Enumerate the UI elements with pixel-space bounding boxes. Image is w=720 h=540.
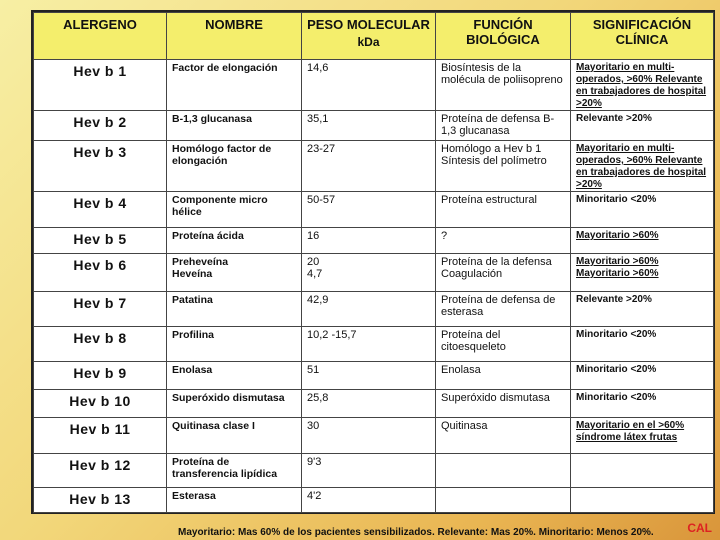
function-cell: Proteína estructural xyxy=(436,192,571,228)
header-function: FUNCIÓN BIOLÓGICA xyxy=(436,13,571,60)
function-line-2: Síntesis del polímetro xyxy=(441,155,547,167)
table-row xyxy=(34,254,714,292)
significance-text: Minoritario <20% xyxy=(576,392,657,403)
weight-cell: 42,9 xyxy=(302,292,436,327)
table-row xyxy=(34,488,714,513)
weight-cell: 14,6 xyxy=(302,60,436,111)
allergen-table xyxy=(33,12,714,513)
allergen-cell: Hev b 5 xyxy=(34,228,167,254)
significance-text: Mayoritario en multi-operados, >60% Relevante en trabajadores de hospital >20% xyxy=(576,143,707,190)
significance-line-2: síndrome látex frutas xyxy=(576,432,678,443)
name-cell: Proteína ácida xyxy=(167,228,302,254)
weight-cell: 16 xyxy=(302,228,436,254)
table-row xyxy=(34,111,714,141)
significance-text: Mayoritario en multi-operados, >60% Relevante en trabajadores de hospital >20% xyxy=(576,62,707,109)
weight-cell: 23-27 xyxy=(302,141,436,192)
weight-cell xyxy=(302,254,436,292)
weight-cell: 30 xyxy=(302,418,436,454)
name-cell: Profilina xyxy=(167,327,302,362)
table-row xyxy=(34,454,714,488)
function-line-2: Coagulación xyxy=(441,268,503,280)
weight-cell: 25,8 xyxy=(302,390,436,418)
name-cell: Patatina xyxy=(167,292,302,327)
weight-cell: 51 xyxy=(302,362,436,390)
significance-text: Relevante >20% xyxy=(576,294,652,305)
significance-cell xyxy=(571,192,714,228)
significance-line-1: Mayoritario en el >60% xyxy=(576,420,685,431)
allergen-cell: Hev b 1 xyxy=(34,60,167,111)
function-cell xyxy=(436,454,571,488)
function-cell: Enolasa xyxy=(436,362,571,390)
significance-text: Minoritario <20% xyxy=(576,194,657,205)
table-row xyxy=(34,60,714,111)
table-row xyxy=(34,228,714,254)
significance-cell xyxy=(571,327,714,362)
significance-line-1: Mayoritario >60% xyxy=(576,256,659,267)
function-cell: Proteína de defensa B-1,3 glucanasa xyxy=(436,111,571,141)
name-cell: Factor de elongación xyxy=(167,60,302,111)
significance-text: Mayoritario >60% xyxy=(576,230,659,241)
allergen-cell: Hev b 8 xyxy=(34,327,167,362)
allergen-cell: Hev b 2 xyxy=(34,111,167,141)
function-cell: Biosíntesis de la molécula de poliisopreno xyxy=(436,60,571,111)
allergen-table-container xyxy=(31,10,715,514)
weight-cell: 4'2 xyxy=(302,488,436,513)
name-cell: Superóxido dismutasa xyxy=(167,390,302,418)
weight-line-1: 20 xyxy=(307,256,320,268)
header-weight-label: PESO MOLECULAR xyxy=(307,17,430,32)
weight-cell: 10,2 -15,7 xyxy=(302,327,436,362)
legend-footnote: Mayoritario: Mas 60% de los pacientes sensibilizados. Relevante: Mas 20%. Minoritario: Menos 20%. xyxy=(178,527,654,538)
header-name: NOMBRE xyxy=(167,13,302,60)
significance-cell xyxy=(571,390,714,418)
table-row xyxy=(34,141,714,192)
header-significance: SIGNIFICACIÓN CLÍNICA xyxy=(571,13,714,60)
allergen-cell: Hev b 9 xyxy=(34,362,167,390)
significance-text: Minoritario <20% xyxy=(576,329,657,340)
name-line-2: Heveína xyxy=(172,268,213,280)
name-cell: Proteína de transferencia lipídica xyxy=(167,454,302,488)
function-cell: Quitinasa xyxy=(436,418,571,454)
table-header-row xyxy=(34,13,714,60)
significance-cell xyxy=(571,488,714,513)
header-weight-unit: kDa xyxy=(357,35,380,49)
weight-cell: 50-57 xyxy=(302,192,436,228)
function-cell: ? xyxy=(436,228,571,254)
table-row xyxy=(34,192,714,228)
allergen-cell: Hev b 3 xyxy=(34,141,167,192)
significance-cell xyxy=(571,141,714,192)
significance-cell xyxy=(571,60,714,111)
name-cell: Componente micro hélice xyxy=(167,192,302,228)
function-line-1: Homólogo a Hev b 1 xyxy=(441,143,542,155)
allergen-cell: Hev b 4 xyxy=(34,192,167,228)
significance-cell xyxy=(571,292,714,327)
significance-cell xyxy=(571,362,714,390)
name-cell: B-1,3 glucanasa xyxy=(167,111,302,141)
function-cell: Proteína del citoesqueleto xyxy=(436,327,571,362)
significance-text: Relevante >20% xyxy=(576,113,652,124)
function-cell xyxy=(436,254,571,292)
header-weight xyxy=(302,13,436,60)
table-row xyxy=(34,390,714,418)
table-row xyxy=(34,362,714,390)
name-cell: Esterasa xyxy=(167,488,302,513)
function-cell: Superóxido dismutasa xyxy=(436,390,571,418)
name-line-1: Preheveína xyxy=(172,256,229,268)
significance-cell xyxy=(571,228,714,254)
allergen-cell: Hev b 13 xyxy=(34,488,167,513)
function-cell: Proteína de defensa de esterasa xyxy=(436,292,571,327)
function-line-1: Proteína de la defensa xyxy=(441,256,552,268)
name-cell: Quitinasa clase I xyxy=(167,418,302,454)
table-row xyxy=(34,327,714,362)
allergen-cell: Hev b 12 xyxy=(34,454,167,488)
name-cell: Enolasa xyxy=(167,362,302,390)
weight-cell: 9'3 xyxy=(302,454,436,488)
allergen-cell: Hev b 6 xyxy=(34,254,167,292)
significance-text: Minoritario <20% xyxy=(576,364,657,375)
table-row xyxy=(34,418,714,454)
function-cell xyxy=(436,141,571,192)
significance-cell xyxy=(571,254,714,292)
significance-cell xyxy=(571,111,714,141)
weight-line-2: 4,7 xyxy=(307,268,323,280)
logo: CAL xyxy=(687,521,712,535)
name-cell xyxy=(167,254,302,292)
allergen-cell: Hev b 7 xyxy=(34,292,167,327)
significance-cell xyxy=(571,454,714,488)
allergen-cell: Hev b 11 xyxy=(34,418,167,454)
function-cell xyxy=(436,488,571,513)
allergen-cell: Hev b 10 xyxy=(34,390,167,418)
significance-cell xyxy=(571,418,714,454)
significance-line-2: Mayoritario >60% xyxy=(576,268,659,279)
name-cell: Homólogo factor de elongación xyxy=(167,141,302,192)
weight-cell: 35,1 xyxy=(302,111,436,141)
table-row xyxy=(34,292,714,327)
header-allergen: ALERGENO xyxy=(34,13,167,60)
